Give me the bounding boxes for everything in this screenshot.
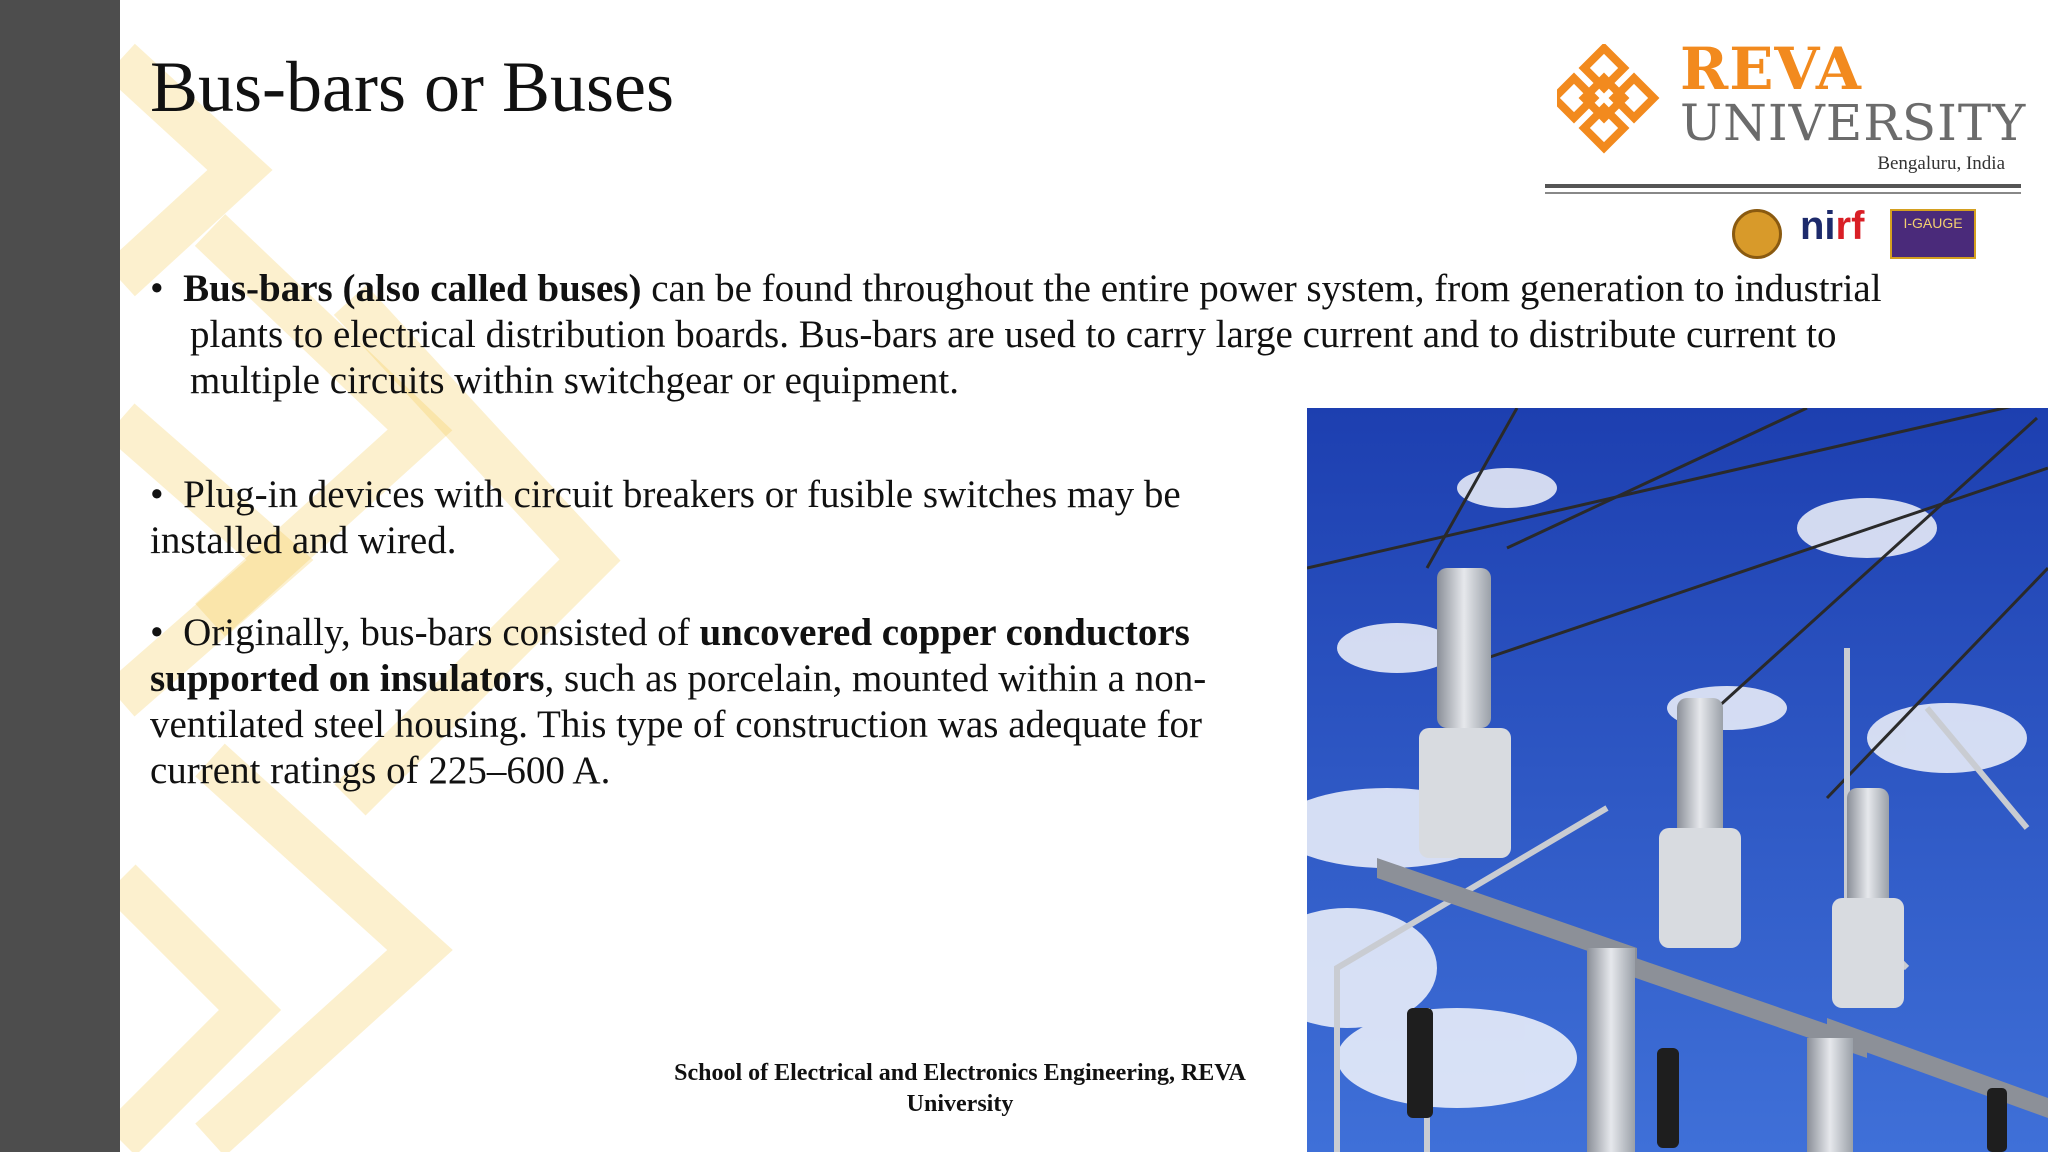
reva-university-logo: [1545, 36, 2025, 251]
nirf-badge: [1800, 206, 1864, 246]
bullet-3: [150, 610, 1300, 794]
substation-photo: [1307, 408, 2048, 1152]
bullet-1: [150, 266, 1930, 404]
bullet-2: [150, 472, 1300, 564]
reva-knot-icon: [1557, 44, 1667, 154]
logo-name-bottom: UNIVERSITY: [1680, 94, 2027, 152]
bullet-marker: •: [150, 267, 164, 310]
slide-sidebar: [0, 0, 120, 1152]
bullet-marker: •: [150, 611, 164, 654]
nirf-badge-a: ni: [1800, 204, 1836, 248]
bullet-3-text-before: Originally, bus-bars consisted of: [183, 611, 700, 654]
watermark-pattern: [120, 0, 820, 1152]
bullet-marker: •: [150, 473, 164, 516]
bullet-2-text: Plug-in devices with circuit breakers or fusible switches may be installed and wired.: [150, 473, 1181, 562]
logo-divider-thin: [1545, 192, 2021, 194]
bullet-3-text-after: , such as porcelain, mounted within a non-ventilated steel housing. This type of construction was adequate for current ratings of 225–600 A.: [150, 657, 1207, 792]
slide-title: Bus-bars or Buses: [150, 47, 674, 127]
bullet-3-bold: uncovered copper conductors supported on insulators: [150, 611, 1190, 700]
bullet-1-bold: Bus-bars (also called buses): [183, 267, 642, 310]
igauge-badge: I-GAUGE: [1890, 209, 1976, 259]
logo-name-top: REVA: [1680, 35, 1862, 103]
aicte-badge-icon: [1732, 209, 1782, 259]
logo-location: Bengaluru, India: [1877, 153, 2005, 174]
slide-footer: School of Electrical and Electronics Engineering, REVA University: [674, 1060, 1246, 1117]
bullet-1-text: can be found throughout the entire power system, from generation to industrial plants to electrical distribution boards. Bus-bars are used to carry large current and to distribute current to multiple circuits within switchgear or equipment.: [190, 267, 1882, 402]
logo-divider: [1545, 184, 2021, 188]
nirf-badge-b: rf: [1835, 204, 1865, 248]
